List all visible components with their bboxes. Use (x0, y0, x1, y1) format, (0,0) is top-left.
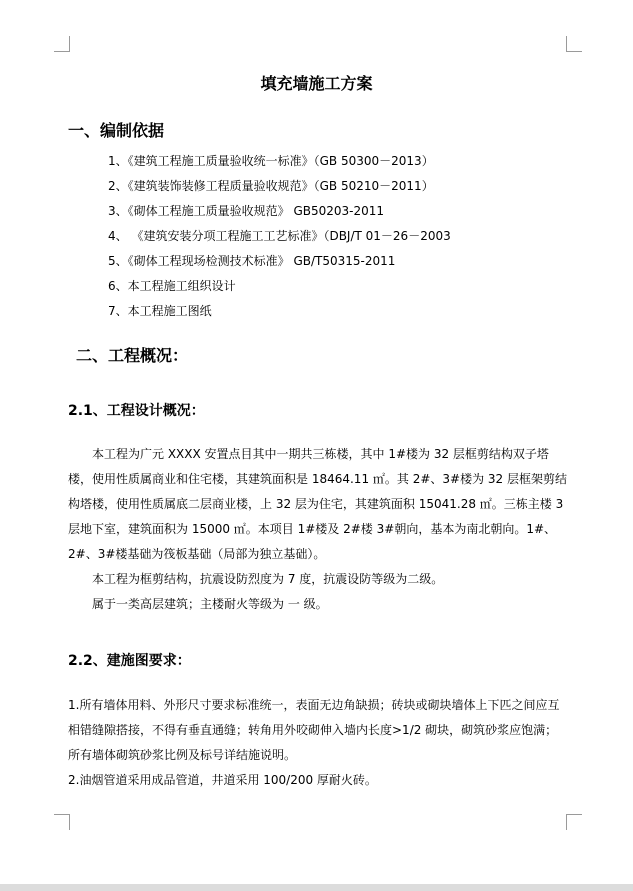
list-item: 6、本工程施工组织设计 (108, 279, 236, 293)
crop-mark-bottom-left (54, 814, 70, 830)
list-item: 2、《建筑装饰装修工程质量验收规范》（GB 50210－2011） (108, 179, 434, 193)
document-title: 填充墙施工方案 (260, 74, 373, 93)
paragraph-structure: 本工程为框剪结构，抗震设防烈度为 7 度，抗震设防等级为二级。 (92, 572, 444, 586)
page-bottom-edge (0, 884, 633, 891)
list-item: 5、《砌体工程现场检测技术标准》 GB/T50315-2011 (108, 254, 396, 268)
paragraph-project-description: 本工程为广元 XXXX 安置点目其中一期共三栋楼，其中 1#楼为 32 层框剪结构双子塔楼，使用性质属商业和住宅楼，其建筑面积是 18464.11 ㎡。其 2#、3#楼为 32 层框架剪结构塔楼，使用性质属底二层商业楼，上 32 层为住宅，其建筑面积 15041.28 ㎡。三栋主楼 3 层地下室，建筑面积为 15000 ㎡。本项目 1#楼及 2#楼 3#朝向，基本为南北朝向。1#、2#、3#楼基础为筏板基础（局部为独立基础）。 (68, 447, 567, 561)
section-heading-overview: 二、工程概况： (76, 346, 189, 365)
requirement-paragraph: 1.所有墙体用料、外形尺寸要求标准统一，表面无边角缺损；砖块或砌块墙体上下匹之间应互相错缝隙搭接，不得有垂直通缝；转角用外咬砌伸入墙内长度>1/2 砌块，砌筑砂浆应饱满；所有墙体砌筑砂浆比例及标号详结施说明。 (68, 698, 560, 762)
list-item: 4、 《建筑安装分项工程施工工艺标准》（DBJ/T 01－26－2003 (108, 229, 451, 243)
crop-mark-bottom-right (566, 814, 582, 830)
subsection-heading-requirements: 2.2、建施图要求： (68, 653, 191, 669)
crop-mark-top-right (566, 36, 582, 52)
list-item: 7、本工程施工图纸 (108, 304, 212, 318)
paragraph-fire-rating: 属于一类高层建筑；主楼耐火等级为 一 级。 (92, 597, 328, 611)
section-heading-basis: 一、编制依据 (68, 121, 165, 140)
list-item: 3、《砌体工程施工质量验收规范》 GB50203-2011 (108, 204, 385, 218)
requirement-paragraph: 2.油烟管道采用成品管道，井道采用 100/200 厚耐火砖。 (68, 773, 377, 787)
list-item: 1、《建筑工程施工质量验收统一标准》（GB 50300－2013） (108, 154, 434, 168)
crop-mark-top-left (54, 36, 70, 52)
subsection-heading-design: 2.1、工程设计概况： (68, 403, 205, 419)
